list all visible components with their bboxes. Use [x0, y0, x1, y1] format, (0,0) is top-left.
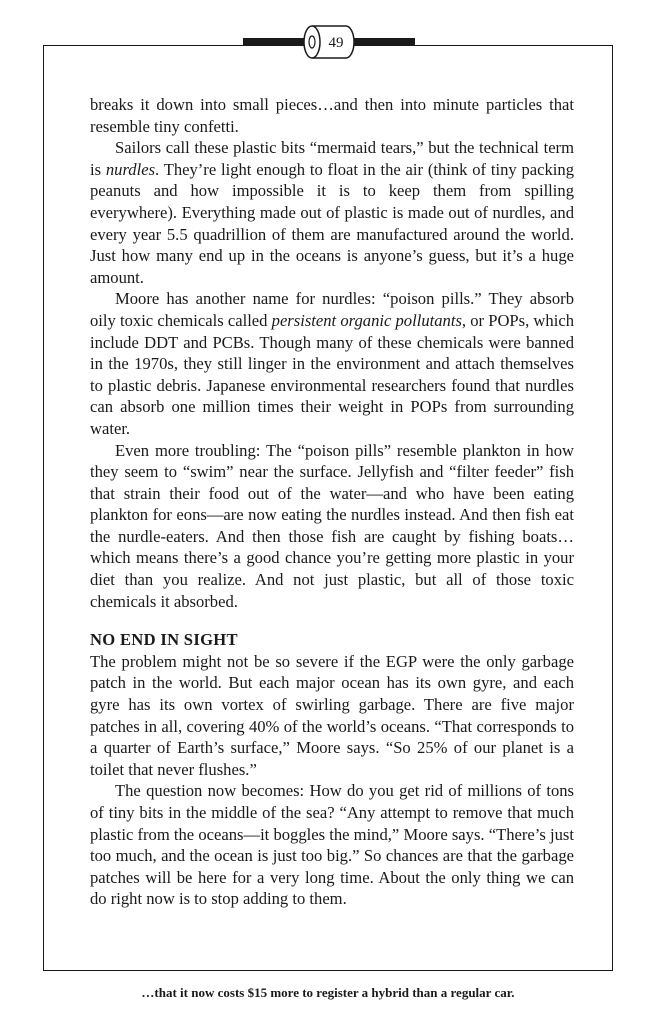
paragraph-6: The question now becomes: How do you get rid of millions of tons of tiny bits in the middle of the sea? “Any attempt to remove that much plastic from the oceans—it boggles the mind,” Moore says. “There’s just too much, and the ocean is just too big.” So chances are that the garbage patches will be here for a very long time. About the only thing we can do right now is to stop adding to them.	[90, 781, 574, 909]
paragraph-4: Even more troubling: The “poison pills” resemble plankton in how they seem to “swim” near the surface. Jellyfish and “filter feeder” fish that strain their food out of the water—and who have been eating plankton for eons—are now eating the nurdles instead. And then fish eat the nurdle-eaters. And then those fish are caught by fishing boats…which means there’s a good chance you’re getting more plastic in your diet than you realize. And not just plastic, but all of those toxic chemicals it absorbed.	[90, 440, 574, 611]
term-nurdles: nurdles	[105, 159, 156, 179]
term-pops: persistent organic pollutants	[271, 310, 462, 330]
page-number: 49	[328, 35, 344, 51]
paragraph-5: The problem might not be so severe if the EGP were the only garbage patch in the world. But each major ocean has its own gyre, and each gyre has its own vortex of swirling garbage. There are five major patches in all, covering 40% of the world’s oceans. “That corresponds to a quarter of Earth’s surface,” Moore says. “So 25% of our planet is a toilet that never flushes.”	[90, 651, 574, 779]
paragraph-3: Moore has another name for nurdles: “poison pills.” They absorb oily toxic chemicals called persistent organic pollutants, or POPs, which include DDT and PCBs. Though many of these chemicals were banned in the 1970s, they still linger in the environment and attach themselves to plastic debris. Japanese environmental researchers found that nurdles can absorb one million times their weight in POPs from surrounding water.	[90, 289, 574, 438]
page-body	[90, 94, 574, 910]
section-heading: NO END IN SIGHT	[90, 630, 238, 650]
header-bar-right	[352, 38, 415, 46]
header-bar-left	[243, 38, 306, 46]
paragraph-2: Sailors call these plastic bits “mermaid tears,” but the technical term is nurdles. They’re light enough to float in the air (think of tiny packing peanuts and how impossible it is to keep them from spilling everywhere). Everything made out of plastic is made out of nurdles, and every year 5.5 quadrillion of them are manufactured around the world. Just how many end up in the oceans is anyone’s guess, but it’s a huge amount.	[90, 138, 575, 287]
footer-fact: …that it now costs $15 more to register a hybrid than a regular car.	[141, 985, 515, 1000]
paragraph-1: breaks it down into small pieces…and then into minute particles that resemble tiny confetti.	[90, 95, 574, 136]
